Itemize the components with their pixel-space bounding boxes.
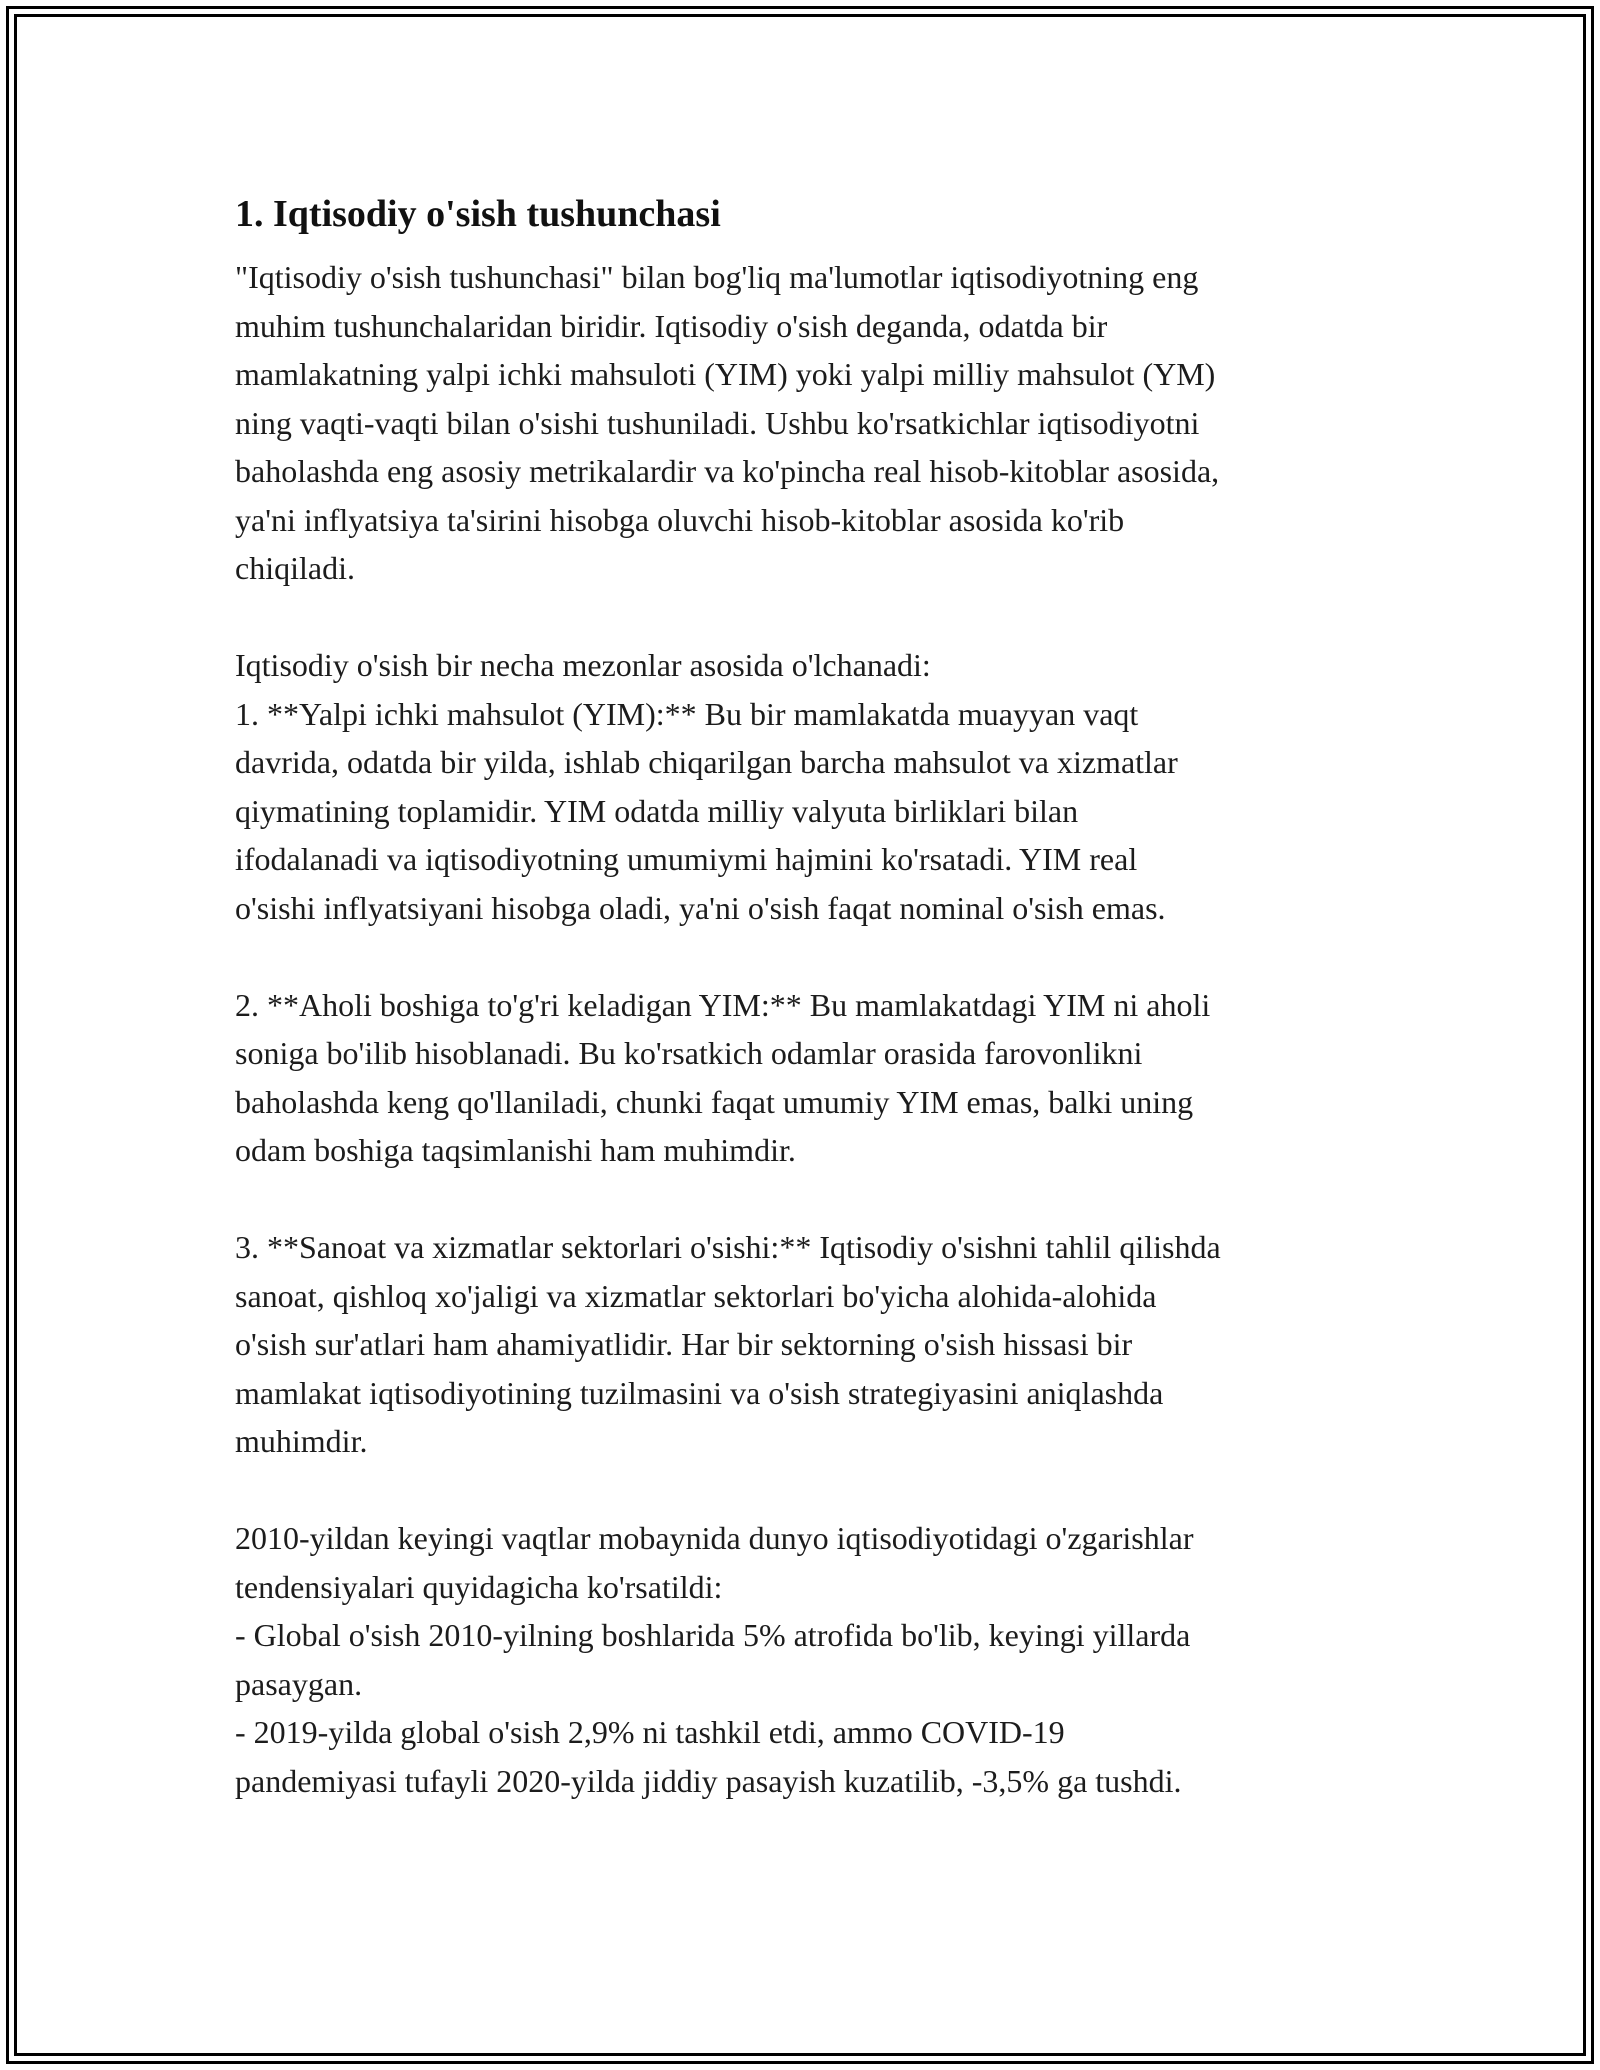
section-heading: 1. Iqtisodiy o'sish tushunchasi	[235, 193, 721, 235]
section-body: "Iqtisodiy o'sish tushunchasi" bilan bog'liq ma'lumotlar iqtisodiyotning eng muhim tushunchalaridan biridir. Iqtisodiy o'sish deganda, odatda bir mamlakatning yalpi ichki mahsuloti (YIM) yoki yalpi milliy mahsulot (YM) ning vaqti-vaqti bilan o'sishi tushuniladi. Ushbu ko'rsatkichlar iqtisodiyotni baholashda eng asosiy metrikalardir va ko'pincha real hisob-kitoblar asosida, ya'ni inflyatsiya ta'sirini hisobga oluvchi hisob-kitoblar asosida ko'rib chiqiladi. Iqtisodiy o'sish bir necha mezonlar asosida o'lchanadi: 1. **Yalpi ichki mahsulot (YIM):** Bu bir mamlakatda muayyan vaqt davrida, odatda bir yilda, ishlab chiqarilgan barcha mahsulot va xizmatlar qiymatining toplamidir. YIM odatda milliy valyuta birliklari bilan ifodalanadi va iqtisodiyotning umumiymi hajmini ko'rsatadi. YIM real o'sishi inflyatsiyani hisobga oladi, ya'ni o'sish faqat nominal o'sish emas. 2. **Aholi boshiga to'g'ri keladigan YIM:** Bu mamlakatdagi YIM ni aholi soniga bo'ilib hisoblanadi. Bu ko'rsatkich odamlar orasida farovonlikni baholashda keng qo'llaniladi, chunki faqat umumiy YIM emas, balki uning odam boshiga taqsimlanishi ham muhimdir. 3. **Sanoat va xizmatlar sektorlari o'sishi:** Iqtisodiy o'sishni tahlil qilishda sanoat, qishloq xo'jaligi va xizmatlar sektorlari bo'yicha alohida-alohida o'sish sur'atlari ham ahamiyatlidir. Har bir sektorning o'sish hissasi bir mamlakat iqtisodiyotining tuzilmasini va o'sish strategiyasini aniqlashda muhimdir. 2010-yildan keyingi vaqtlar mobaynida dunyo iqtisodiyotidagi o'zgarishlar tendensiyalari quyidagicha ko'rsatildi: - Global o'sish 2010-yilning boshlarida 5% atrofida bo'lib, keyingi yillarda pasaygan. - 2019-yilda global o'sish 2,9% ni tashkil etdi, ammo COVID-19 pandemiyasi tufayli 2020-yilda jiddiy pasayish kuzatilib, -3,5% ga tushdi.	[235, 259, 1221, 1799]
document-content	[235, 185, 1375, 1805]
